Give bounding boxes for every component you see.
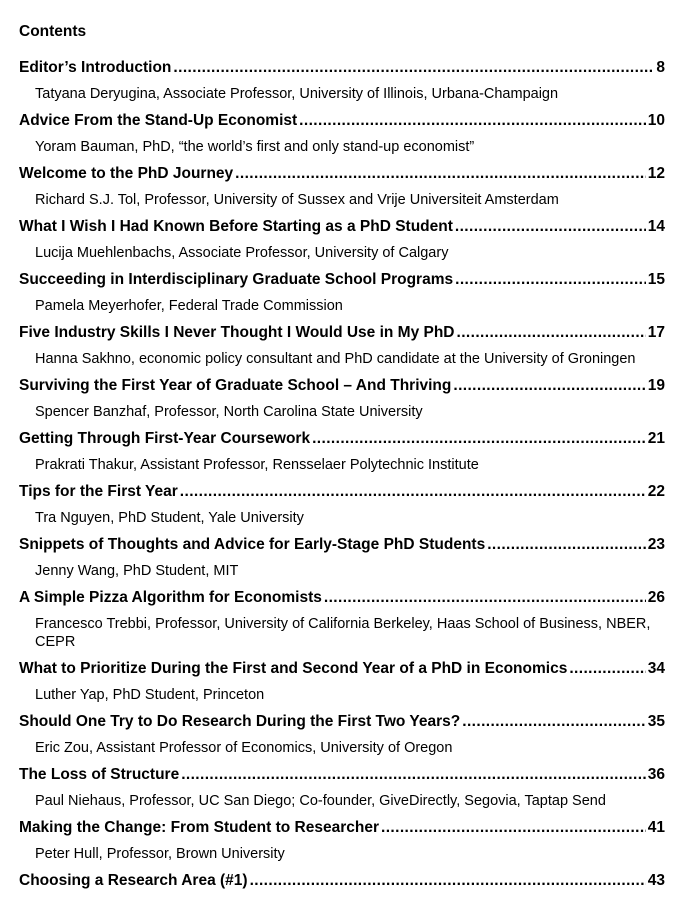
toc-entry xyxy=(19,713,665,757)
toc-entry xyxy=(19,165,665,209)
entry-title: A Simple Pizza Algorithm for Economists xyxy=(19,589,322,606)
page-number: 8 xyxy=(656,59,665,76)
entry-author: Pamela Meyerhofer, Federal Trade Commission xyxy=(35,298,343,314)
toc-entry xyxy=(19,536,665,580)
page-number: 21 xyxy=(647,430,665,447)
toc-entry-link[interactable] xyxy=(19,536,665,554)
entry-author: Yoram Bauman, PhD, “the world’s first and only stand-up economist” xyxy=(35,139,475,155)
toc-entry-link[interactable] xyxy=(19,713,665,731)
toc-entry xyxy=(19,872,665,890)
entry-author: Lucija Muehlenbachs, Associate Professor, University of Calgary xyxy=(35,245,449,261)
dot-leader xyxy=(453,377,645,395)
dot-leader xyxy=(299,112,646,130)
toc-entry xyxy=(19,324,665,368)
toc-entry xyxy=(19,660,665,704)
page-number: 36 xyxy=(647,766,665,783)
toc-entry-link[interactable] xyxy=(19,59,665,77)
dot-leader xyxy=(180,483,646,501)
page-number: 43 xyxy=(647,872,665,889)
toc-entry xyxy=(19,377,665,421)
entry-title: What to Prioritize During the First and Second Year of a PhD in Economics xyxy=(19,660,568,677)
entry-author: Tatyana Deryugina, Associate Professor, University of Illinois, Urbana-Champaign xyxy=(35,86,559,102)
page-number: 10 xyxy=(647,112,665,129)
dot-leader xyxy=(455,218,646,236)
entry-author: Eric Zou, Assistant Professor of Economics, University of Oregon xyxy=(35,740,453,756)
entry-author: Prakrati Thakur, Assistant Professor, Rensselaer Polytechnic Institute xyxy=(35,457,479,473)
page-number: 12 xyxy=(647,165,665,182)
toc-entry xyxy=(19,766,665,810)
page-number: 26 xyxy=(647,589,665,606)
entry-title: Succeeding in Interdisciplinary Graduate School Programs xyxy=(19,271,454,288)
dot-leader xyxy=(312,430,646,448)
table-of-contents xyxy=(19,22,665,890)
dot-leader xyxy=(250,872,646,890)
toc-entry-link[interactable] xyxy=(19,430,665,448)
dot-leader xyxy=(324,589,646,607)
toc-entry-link[interactable] xyxy=(19,112,665,130)
page-number: 19 xyxy=(647,377,665,394)
dot-leader xyxy=(457,324,646,342)
toc-entry xyxy=(19,59,665,103)
entry-author: Spencer Banzhaf, Professor, North Carolina State University xyxy=(35,404,423,420)
entry-title: Snippets of Thoughts and Advice for Early-Stage PhD Students xyxy=(19,536,486,553)
toc-entry xyxy=(19,218,665,262)
entry-title: Tips for the First Year xyxy=(19,483,178,500)
dot-leader xyxy=(487,536,646,554)
entry-author: Tra Nguyen, PhD Student, Yale University xyxy=(35,510,304,526)
entry-author: Luther Yap, PhD Student, Princeton xyxy=(35,687,265,703)
toc-entry-link[interactable] xyxy=(19,165,665,183)
dot-leader xyxy=(381,819,646,837)
page-number: 17 xyxy=(647,324,665,341)
entry-author: Peter Hull, Professor, Brown University xyxy=(35,846,285,862)
entry-title: Five Industry Skills I Never Thought I Would Use in My PhD xyxy=(19,324,455,341)
toc-entries xyxy=(19,59,665,890)
dot-leader xyxy=(181,766,646,784)
entry-title: Getting Through First-Year Coursework xyxy=(19,430,311,447)
page-number: 15 xyxy=(647,271,665,288)
dot-leader xyxy=(569,660,645,678)
toc-entry-link[interactable] xyxy=(19,324,665,342)
page-number: 34 xyxy=(647,660,665,677)
toc-entry-link[interactable] xyxy=(19,589,665,607)
toc-entry xyxy=(19,271,665,315)
entry-title: Advice From the Stand-Up Economist xyxy=(19,112,298,129)
page-number: 35 xyxy=(647,713,665,730)
dot-leader xyxy=(235,165,646,183)
toc-entry-link[interactable] xyxy=(19,218,665,236)
entry-title: Welcome to the PhD Journey xyxy=(19,165,234,182)
entry-author: Hanna Sakhno, economic policy consultant and PhD candidate at the University of Groningen xyxy=(35,351,636,367)
dot-leader xyxy=(462,713,645,731)
entry-title: The Loss of Structure xyxy=(19,766,180,783)
toc-entry xyxy=(19,819,665,863)
entry-title: What I Wish I Had Known Before Starting as a PhD Student xyxy=(19,218,453,235)
toc-entry xyxy=(19,112,665,156)
entry-title: Should One Try to Do Research During the First Two Years? xyxy=(19,713,461,730)
entry-title: Making the Change: From Student to Researcher xyxy=(19,819,379,836)
toc-entry xyxy=(19,483,665,527)
toc-entry-link[interactable] xyxy=(19,271,665,289)
dot-leader xyxy=(173,59,654,77)
page-number: 23 xyxy=(647,536,665,553)
toc-entry-link[interactable] xyxy=(19,483,665,501)
toc-entry-link[interactable] xyxy=(19,377,665,395)
entry-author: Paul Niehaus, Professor, UC San Diego; Co-founder, GiveDirectly, Segovia, Taptap Send xyxy=(35,793,606,809)
toc-entry-link[interactable] xyxy=(19,766,665,784)
toc-entry-link[interactable] xyxy=(19,660,665,678)
page-number: 22 xyxy=(647,483,665,500)
entry-author: Jenny Wang, PhD Student, MIT xyxy=(35,563,239,579)
page-number: 41 xyxy=(647,819,665,836)
entry-title: Choosing a Research Area (#1) xyxy=(19,872,248,889)
toc-entry-link[interactable] xyxy=(19,819,665,837)
dot-leader xyxy=(455,271,646,289)
page-number: 14 xyxy=(647,218,665,235)
toc-entry-link[interactable] xyxy=(19,872,665,890)
entry-author: Richard S.J. Tol, Professor, University of Sussex and Vrije Universiteit Amsterdam xyxy=(35,192,559,208)
toc-entry xyxy=(19,589,665,651)
toc-entry xyxy=(19,430,665,474)
entry-title: Surviving the First Year of Graduate School – And Thriving xyxy=(19,377,452,394)
entry-title: Editor’s Introduction xyxy=(19,59,172,76)
contents-heading: Contents xyxy=(19,23,87,40)
entry-author: Francesco Trebbi, Professor, University of California Berkeley, Haas School of Business, NBER, CEPR xyxy=(35,616,651,650)
